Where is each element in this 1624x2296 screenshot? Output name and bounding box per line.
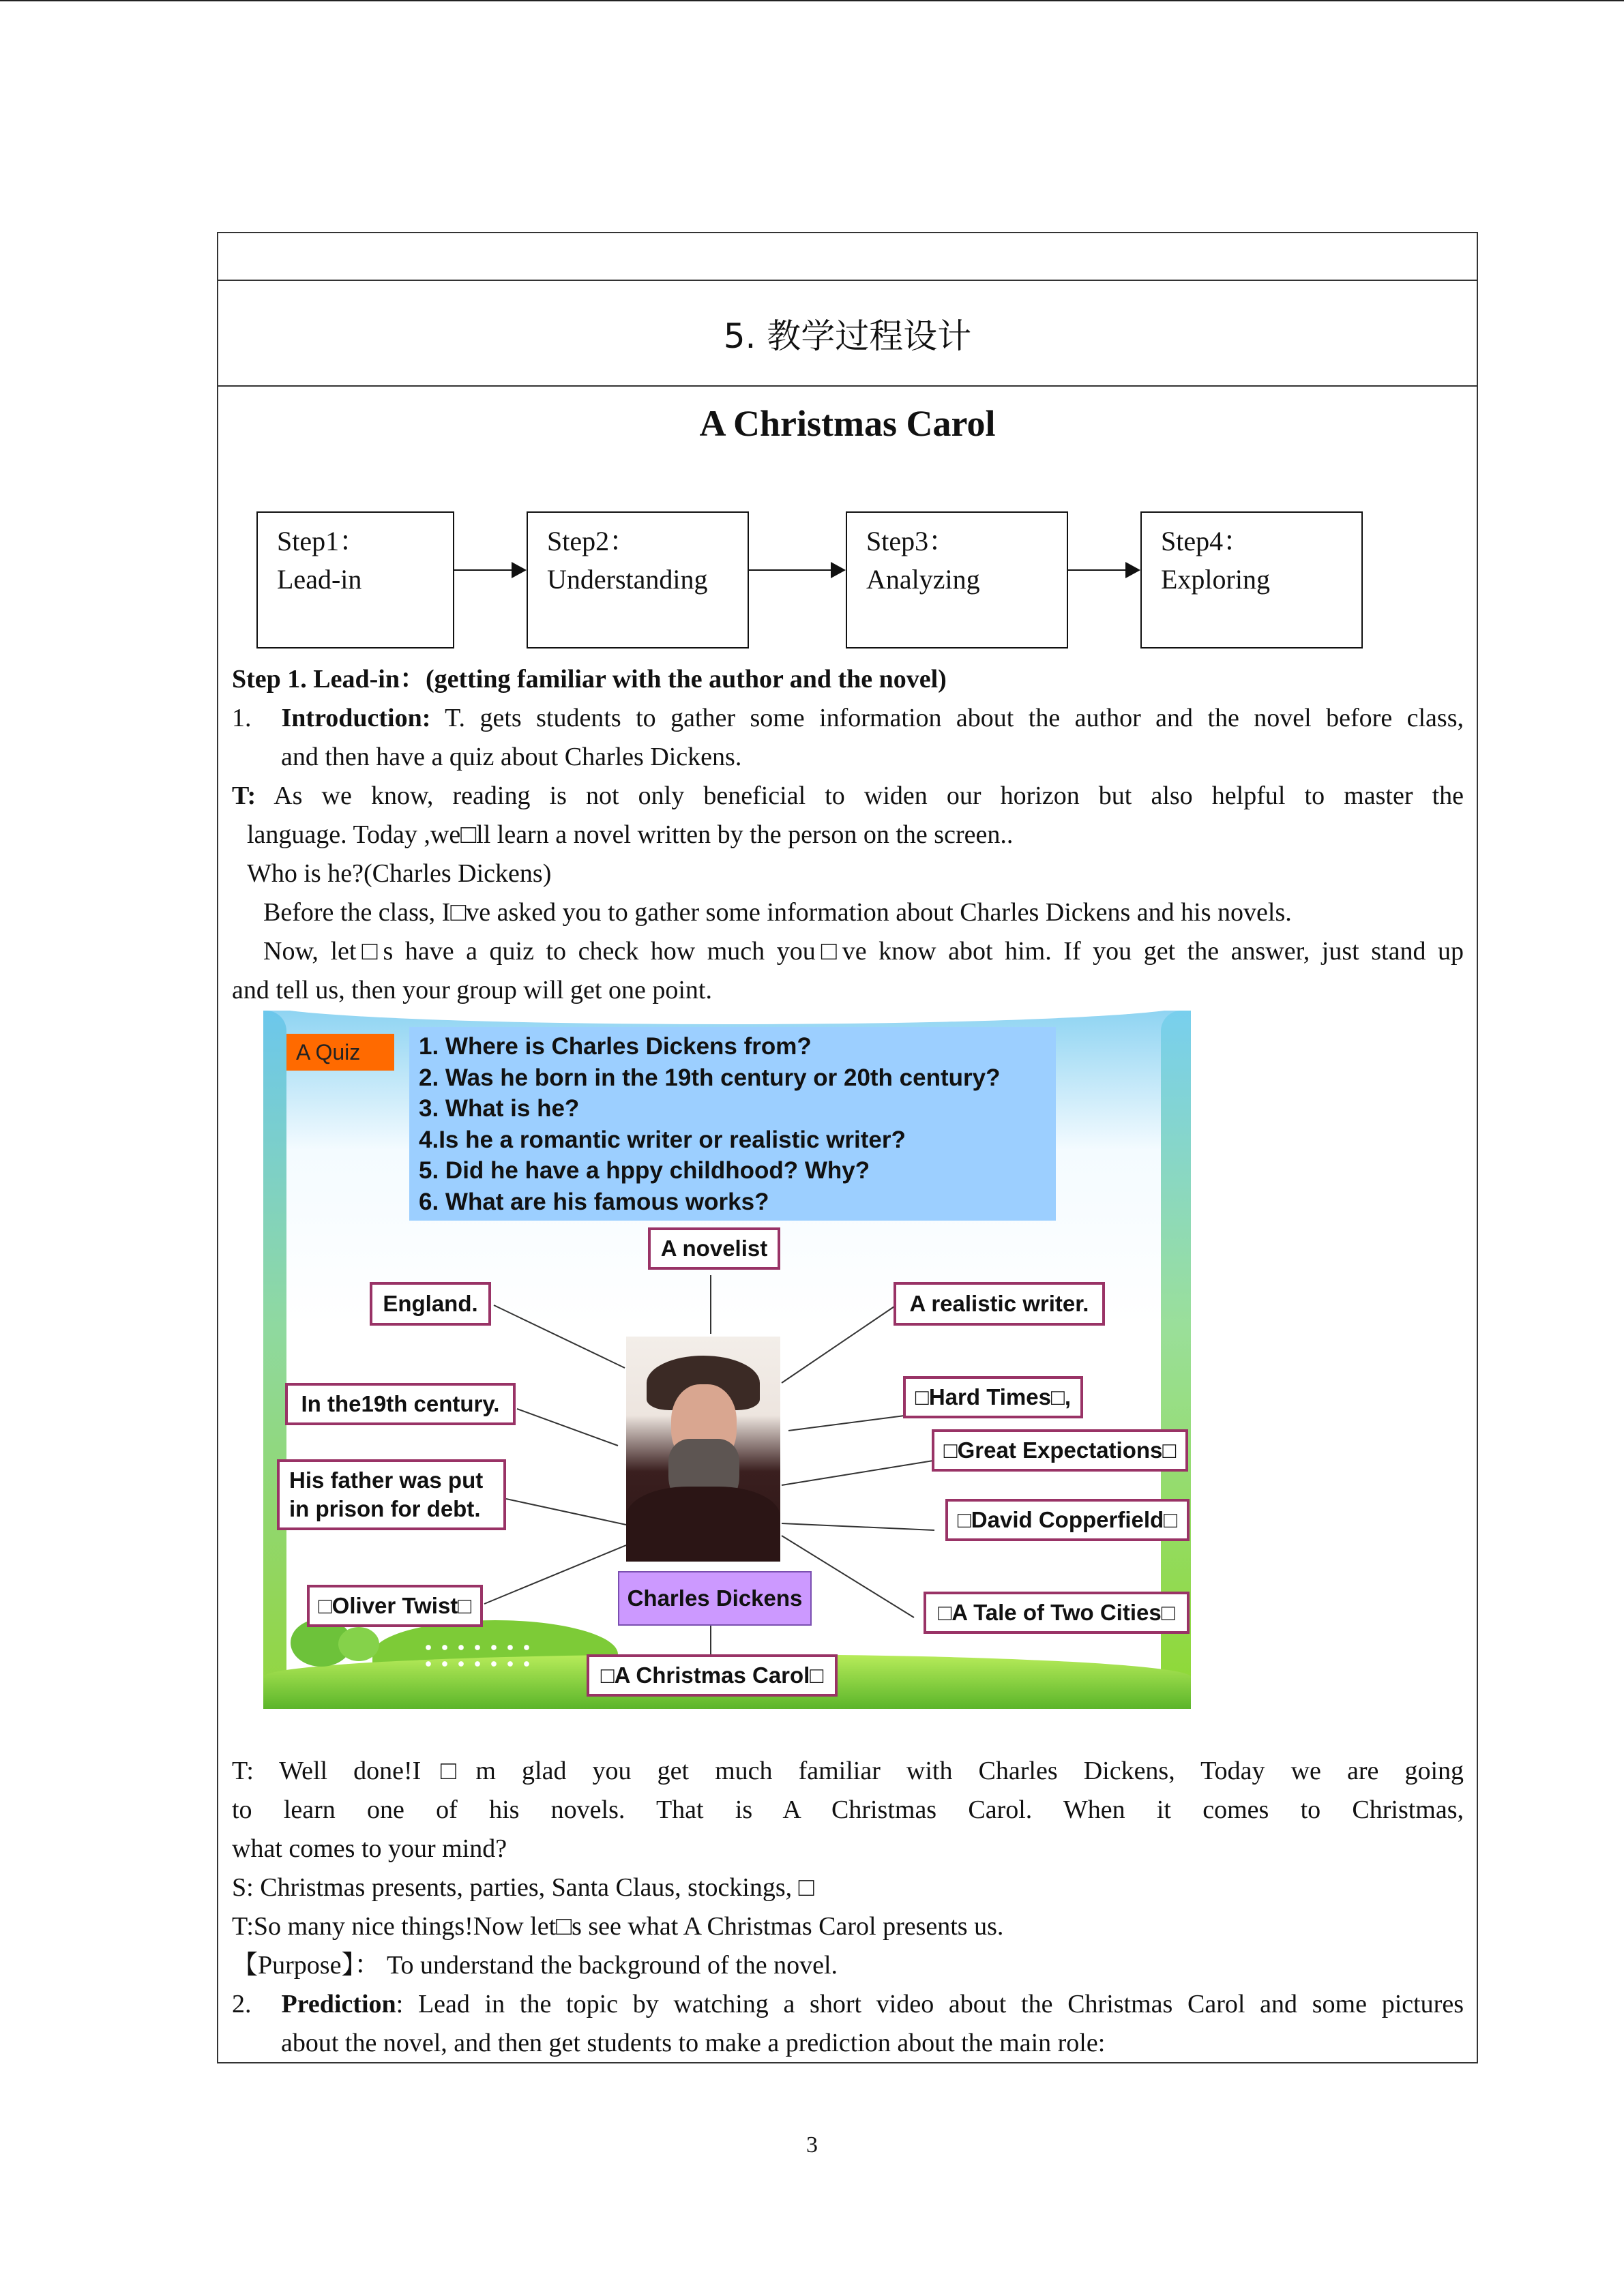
answer-prison-line1: His father was put bbox=[289, 1467, 484, 1493]
answer-great-expectations: □Great Expectations□ bbox=[932, 1429, 1188, 1472]
teacher-nice-things-line: T:So many nice things!Now let□s see what A Christmas Carol presents us. bbox=[232, 1912, 1004, 1941]
step-1-line1: Step1： bbox=[277, 526, 367, 556]
line-century bbox=[517, 1409, 618, 1446]
line-realistic bbox=[782, 1305, 896, 1383]
author-portrait bbox=[626, 1337, 780, 1562]
answer-prison bbox=[277, 1459, 506, 1530]
section-header-row bbox=[218, 281, 1477, 387]
answer-england: England. bbox=[370, 1282, 491, 1326]
quiz-intro-line-2: and tell us, then your group will get one point. bbox=[232, 976, 712, 1004]
line-great-exp bbox=[782, 1461, 933, 1485]
teacher-label: T: bbox=[232, 781, 256, 810]
step-box-3 bbox=[846, 511, 1068, 648]
intro-text-1: T. gets students to gather some information about the author and the novel before class, bbox=[430, 704, 1464, 732]
document-title: A Christmas Carol bbox=[699, 403, 996, 444]
prediction-text-1: : Lead in the topic by watching a short video about the Christmas Carol and some pictures bbox=[396, 1990, 1464, 2018]
answer-novelist: A novelist bbox=[648, 1227, 780, 1270]
line-copperfield bbox=[782, 1523, 934, 1530]
teacher-line-1 bbox=[232, 777, 1464, 816]
flow-arrow-1 bbox=[454, 569, 525, 571]
prediction-line-2: about the novel, and then get students to make a prediction about the main role: bbox=[281, 2029, 1106, 2057]
student-line: S: Christmas presents, parties, Santa Claus, stockings, □ bbox=[232, 1873, 814, 1902]
step-box-1 bbox=[256, 511, 454, 648]
step-4-line1: Step4： bbox=[1161, 526, 1251, 556]
intro-line-1 bbox=[232, 699, 1464, 738]
line-prison bbox=[506, 1499, 626, 1525]
quiz-intro-line-1: Now, let□s have a quiz to check how much you□ve know abot him. If you get the answer, just stand up bbox=[263, 937, 1464, 966]
intro-number: 1. bbox=[232, 704, 252, 732]
answer-realistic: A realistic writer. bbox=[894, 1282, 1105, 1326]
quiz-questions-box bbox=[409, 1027, 1056, 1221]
page-top-border bbox=[0, 0, 1624, 1]
question-6: 6. What are his famous works? bbox=[419, 1188, 769, 1215]
page-number: 3 bbox=[806, 2132, 818, 2158]
purpose-line: 【Purpose】： To understand the background of the novel. bbox=[232, 1951, 838, 1980]
prediction-number: 2. bbox=[232, 1990, 252, 2018]
step-3-line2: Analyzing bbox=[866, 564, 980, 595]
table-empty-row bbox=[218, 233, 1477, 281]
step-3-line1: Step3： bbox=[866, 526, 956, 556]
section-title: 5. 教学过程设计 bbox=[723, 316, 972, 356]
quiz-slide-image bbox=[263, 1011, 1191, 1709]
answer-prison-line2: in prison for debt. bbox=[289, 1496, 481, 1521]
who-is-he-line: Who is he?(Charles Dickens) bbox=[247, 859, 552, 888]
portrait-coat bbox=[626, 1487, 780, 1562]
step-2-line1: Step2： bbox=[547, 526, 637, 556]
step-4-line2: Exploring bbox=[1161, 564, 1270, 595]
step-box-4 bbox=[1140, 511, 1363, 648]
step-box-2 bbox=[527, 511, 749, 648]
well-done-line-3: what comes to your mind? bbox=[232, 1834, 507, 1863]
step1-heading: Step 1. Lead-in：(getting familiar with the author and the novel) bbox=[232, 665, 947, 694]
intro-label: Introduction: bbox=[281, 704, 431, 732]
well-done-line-1: T: Well done!I□m glad you get much familiar with Charles Dickens, Today we are going bbox=[232, 1757, 1464, 1785]
question-2: 2. Was he born in the 19th century or 20th century? bbox=[419, 1064, 1001, 1091]
prediction-line-1 bbox=[232, 1985, 1464, 2024]
line-oliver bbox=[484, 1545, 626, 1604]
teacher-line-2: language. Today ,we□ll learn a novel written by the person on the screen.. bbox=[247, 820, 1014, 849]
flow-arrow-3 bbox=[1068, 569, 1139, 571]
line-england bbox=[494, 1305, 625, 1368]
quiz-tag: A Quiz bbox=[286, 1034, 394, 1071]
before-class-line: Before the class, I□ve asked you to gather some information about Charles Dickens and his novels. bbox=[263, 898, 1292, 927]
step-1-line2: Lead-in bbox=[277, 564, 362, 595]
step-2-line2: Understanding bbox=[547, 564, 708, 595]
well-done-line-2: to learn one of his novels. That is A Christmas Carol. When it comes to Christmas, bbox=[232, 1795, 1464, 1824]
answer-tale-of-two-cities: □A Tale of Two Cities□ bbox=[924, 1592, 1190, 1634]
answer-hard-times: □Hard Times□, bbox=[903, 1376, 1083, 1418]
answer-christmas-carol: □A Christmas Carol□ bbox=[587, 1654, 838, 1697]
question-3: 3. What is he? bbox=[419, 1095, 580, 1122]
answer-oliver-twist: □Oliver Twist□ bbox=[307, 1585, 483, 1627]
teacher-text-1: As we know, reading is not only beneficial to widen our horizon but also helpful to master the bbox=[256, 781, 1464, 810]
author-name-box: Charles Dickens bbox=[618, 1571, 812, 1626]
question-5: 5. Did he have a hppy childhood? Why? bbox=[419, 1157, 870, 1184]
prediction-label: Prediction bbox=[281, 1990, 396, 2018]
answer-century: In the19th century. bbox=[285, 1383, 516, 1425]
flow-arrow-2 bbox=[749, 569, 844, 571]
line-hard-times bbox=[788, 1416, 904, 1431]
answer-david-copperfield: □David Copperfield□ bbox=[945, 1499, 1190, 1541]
intro-line-2: and then have a quiz about Charles Dickens. bbox=[281, 743, 742, 771]
question-1: 1. Where is Charles Dickens from? bbox=[419, 1033, 812, 1060]
question-4: 4.Is he a romantic writer or realistic writer? bbox=[419, 1126, 906, 1153]
